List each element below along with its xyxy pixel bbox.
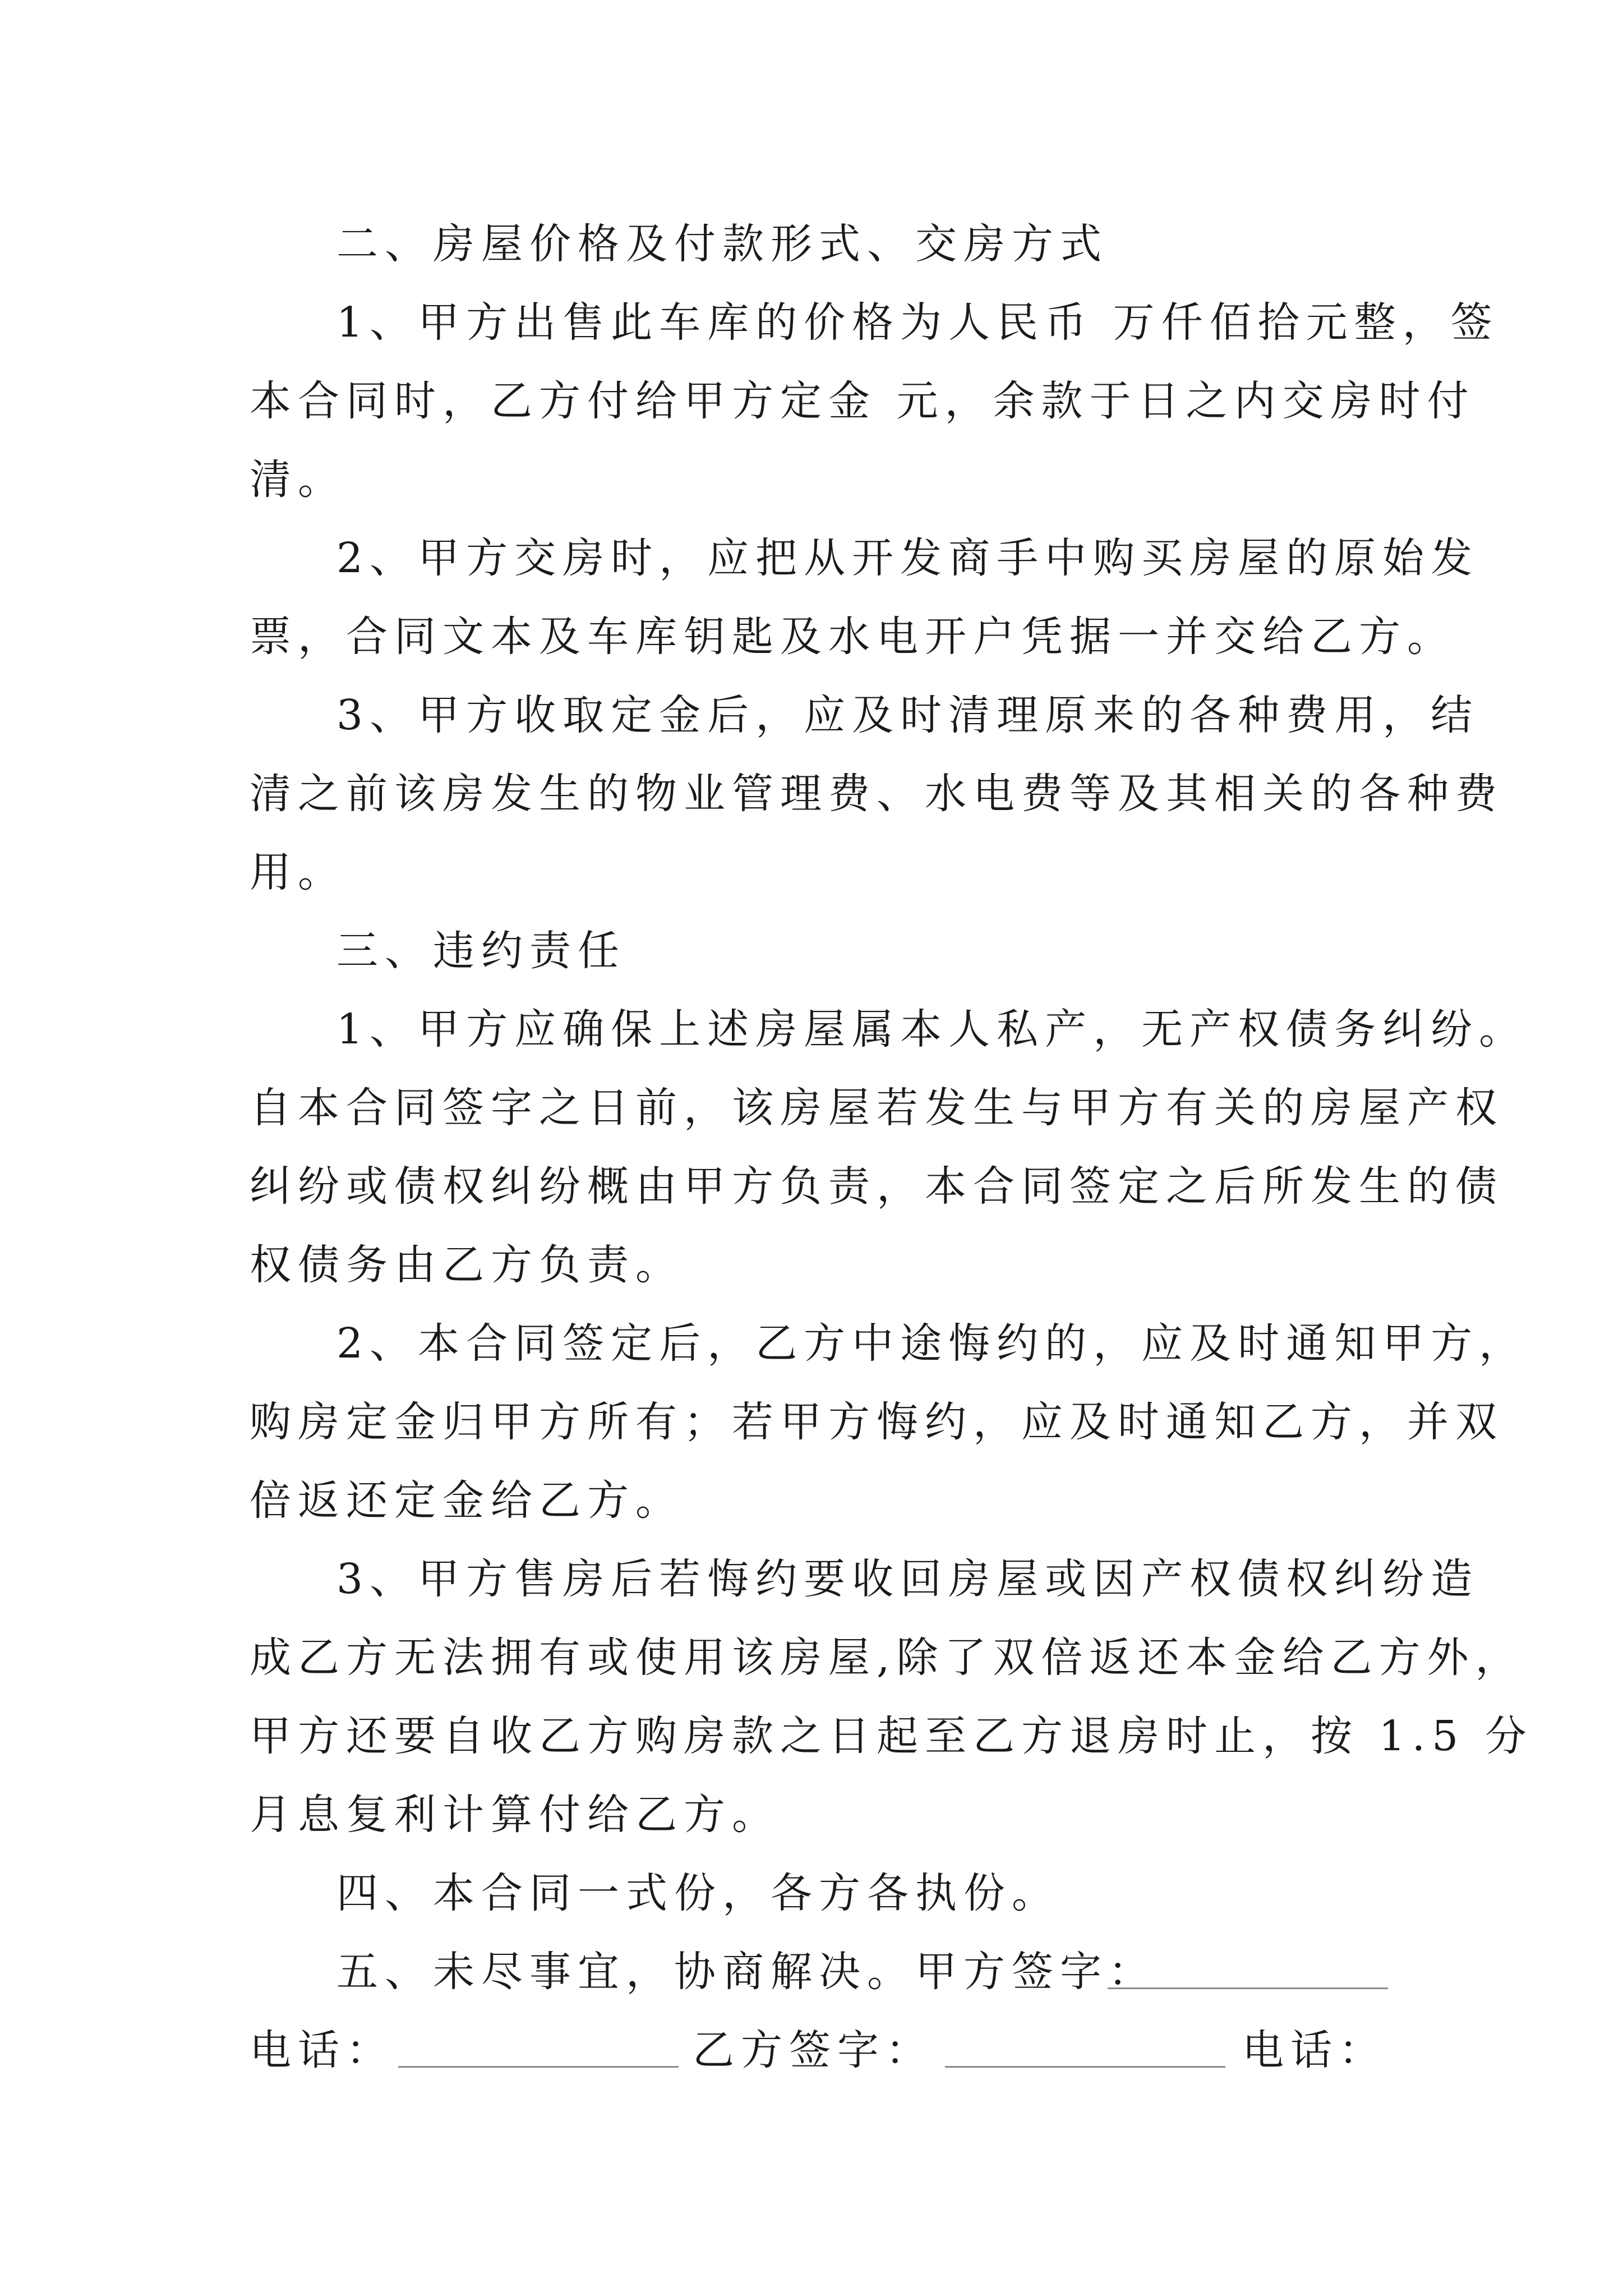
- paragraph-line: 2、甲方交房时，应把从开发商手中购买房屋的原始发: [336, 534, 1479, 582]
- paragraph-line: 清之前该房发生的物业管理费、水电费等及其相关的各种费: [250, 770, 1504, 818]
- paragraph-line: 票，合同文本及车库钥匙及水电开户凭据一并交给乙方。: [250, 613, 1455, 661]
- paragraph-line: 购房定金归甲方所有；若甲方悔约，应及时通知乙方，并双: [250, 1398, 1504, 1446]
- paragraph-line: 1、甲方出售此车库的价格为人民币 万仟佰拾元整，签: [336, 298, 1499, 347]
- paragraph-line: 自本合同签字之日前，该房屋若发生与甲方有关的房屋产权: [250, 1084, 1504, 1132]
- phone-b-label: 电话：: [1242, 2026, 1387, 2074]
- paragraph-line: 1、甲方应确保上述房屋属本人私产，无产权债务纠纷。: [336, 1005, 1528, 1053]
- paragraph-line: 本合同时，乙方付给甲方定金 元，余款于日之内交房时付: [250, 377, 1476, 425]
- signature-row: [250, 2011, 1388, 2090]
- paragraph-line: 倍返还定金给乙方。: [250, 1476, 684, 1525]
- party-b-sign-label: 乙方签字：: [693, 2026, 934, 2074]
- party-a-signature-blank[interactable]: [1108, 1987, 1388, 1989]
- phone-a-label: 电话：: [250, 2026, 394, 2074]
- section-heading-breach-liability: 三、违约责任: [336, 927, 626, 975]
- paragraph-line: 成乙方无法拥有或使用该房屋,除了双倍返还本金给乙方外，: [250, 1634, 1524, 1682]
- paragraph-line: 3、甲方收取定金后，应及时清理原来的各种费用，结: [336, 691, 1479, 739]
- paragraph-line: 甲方还要自收乙方购房款之日起至乙方退房时止，按 1.5 分: [250, 1712, 1533, 1760]
- paragraph-line: 清。: [250, 455, 346, 504]
- party-b-signature-blank[interactable]: [945, 2066, 1225, 2068]
- phone-a-blank[interactable]: [398, 2066, 679, 2068]
- paragraph-line: 月息复利计算付给乙方。: [250, 1791, 780, 1839]
- section-heading-price-payment: 二、房屋价格及付款形式、交房方式: [336, 220, 1108, 268]
- paragraph-line: 2、本合同签定后，乙方中途悔约的，应及时通知甲方，: [336, 1319, 1528, 1368]
- paragraph-line: 3、甲方售房后若悔约要收回房屋或因产权债权纠纷造: [336, 1555, 1479, 1603]
- paragraph-line: 纠纷或债权纠纷概由甲方负责，本合同签定之后所发生的债: [250, 1162, 1504, 1211]
- paragraph-line: 用。: [250, 848, 346, 896]
- section-heading-misc-party-a-sign: 五、未尽事宜，协商解决。甲方签字：: [336, 1948, 1156, 1996]
- paragraph-line: 权债务由乙方负责。: [250, 1241, 684, 1289]
- section-heading-copies: 四、本合同一式份，各方各执份。: [336, 1869, 1060, 1917]
